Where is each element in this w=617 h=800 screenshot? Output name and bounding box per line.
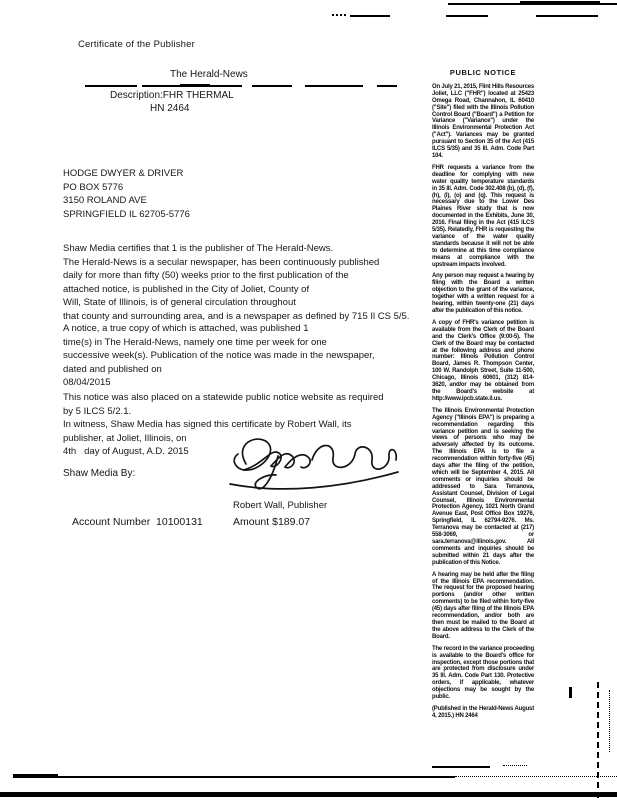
text-line: that county and surrounding area, and is a newspaper as defined by 715 Il CS 5/5.: [63, 310, 410, 322]
scan-artifact-vertical: [597, 682, 599, 798]
notice-underline: [432, 766, 490, 768]
address-line: PO BOX 5776: [63, 181, 124, 193]
text-line: In witness, Shaw Media has signed this certificate by Robert Wall, its: [63, 419, 352, 431]
text-line: successive week(s). Publication of the notice was made in the newspaper,: [63, 350, 375, 362]
header-rule: [252, 85, 292, 87]
masthead: The Herald-News: [170, 69, 248, 80]
scan-artifact-dots: [503, 765, 527, 766]
description-line: Description:FHR THERMAL: [110, 90, 234, 101]
scan-artifact-line: [536, 15, 598, 17]
amount: Amount $189.07: [233, 516, 311, 528]
scan-artifact-line: [13, 774, 58, 778]
text-line: daily for more than fifty (50) weeks prior to the first publication of the: [63, 270, 349, 282]
public-notice-paragraph: A copy of FHR's variance petition is available from the Clerk of the Board and the Clerk's Office (9:00-5). The Clerk of the Board may be contacted at the following address and phone number: Illinois Pollution Control Board, James R. Thompson Center, 100 W. Randolph Street, Suite 11-500, Chicago, Illinois 60601, (312) 814-3620, and/or may be obtained from the Board's website at http://www.ipcb.state.il.us.: [432, 319, 534, 402]
header-rule: [85, 85, 137, 87]
text-line: The Herald-News is a secular newspaper, has been continuously published: [63, 256, 380, 268]
scan-artifact-line: [55, 776, 455, 778]
scan-artifact-dots: [332, 14, 346, 16]
publication-date: 08/04/2015: [63, 377, 111, 389]
scan-artifact-vertical: [609, 690, 610, 752]
scan-artifact-line: [448, 3, 617, 5]
signature-caption: Robert Wall, Publisher: [233, 500, 328, 511]
certification-paragraph: [63, 242, 409, 324]
public-notice-footer: (Published in the Herald-News August 4, 2015.) HN 2464: [432, 705, 534, 719]
text-line: Will, State of Illinois, is of general circulation throughout: [63, 297, 296, 309]
scan-artifact-dots: [455, 776, 617, 777]
public-notice-paragraph: On July 21, 2015, Flint Hills Resources Joliet, LLC ("FHR") located at 25423 Omega Road, Channahon, IL 60410 ("Site") filed with the Illinois Pollution Control Board ("Board") a Petition for Variance ("Variance") under the Illinois Environmental Protection Act ("Act"). Variances may be granted pursuant to Section 35 of the Act (415 ILCS 5/35) and 35 Ill. Adm. Code Part 104.: [432, 83, 534, 159]
public-notice-column: [432, 70, 534, 725]
public-notice-paragraph: Any person may request a hearing by filing with the Board a written objection to the grant of the variance, together with a written request for a hearing, within twenty-one (21) days after the publication of this notice.: [432, 273, 534, 314]
publication-paragraph: [63, 322, 375, 390]
scan-artifact-line: [520, 1, 600, 3]
signature-scrawl: [212, 430, 402, 502]
text-line: attached notice, is published in the City of Joliet, County of: [63, 283, 310, 295]
signed-by-label: Shaw Media By:: [63, 468, 136, 479]
text-line: Shaw Media certifies that 1 is the publisher of The Herald-News.: [63, 243, 334, 254]
text-line: A notice, a true copy of which is attached, was published 1: [63, 323, 309, 334]
text-line: 4th day of August, A.D. 2015: [63, 446, 189, 458]
public-notice-paragraph: A hearing may be held after the filing of the Illinois EPA recommendation. The request for the proposed hearing portions (and/or other written comments) to be filed within forty-five (45) days after filing of the Illinois EPA recommendation, and/or both are then must be mailed to the Board at the above address to the Clerk of the Board.: [432, 571, 534, 640]
public-notice-paragraph: The Illinois Environmental Protection Agency ("Illinois EPA") is preparing a recommendation regarding this variance petition and is seeking the views of persons who may be adversely affected by its outcome. The Illinois EPA is to file a recommendation within forty-five (45) days after the filing of the petition, which will be September 4, 2015. All comments or inquiries should be addressed to Sara Terranova, Assistant Counsel, Division of Legal Counsel, Illinois Environmental Protection Agency, 1021 North Grand Avenue East, Post Office Box 19276, Springfield, IL 62794-9276. Ms. Terranova may be contacted at (217) 558-3069, or sara.terranova@illinois.gov. All comments and inquiries should be submitted within 21 days after the publication of this Notice.: [432, 407, 534, 566]
text-line: by 5 ILCS 5/2.1.: [63, 405, 132, 417]
scan-artifact-line: [446, 15, 488, 17]
text-line: time(s) in The Herald-News, namely one time per week for one: [63, 336, 327, 348]
text-line: This notice was also placed on a statewide public notice website as required: [63, 392, 384, 403]
address-line: 3150 ROLAND AVE: [63, 195, 147, 207]
public-notice-paragraph: FHR requests a variance from the deadline for complying with new water quality temperature standards in 35 Ill. Adm. Code 302.408 (b), (d), (f), (h), (l), (o) and (q). This request is necessary due to the Lower Des Plaines River study that is now documented in the Exhibits, June 30, 2016. Final filing in the Act (415 ILCS 5/35). Relatedly, FHR is requesting the variance of the water quality standards because it will not be able to determine at this time compliance means at compliance with the upstream impacts involved.: [432, 164, 534, 268]
address-line: HODGE DWYER & DRIVER: [63, 168, 184, 179]
header-rule: [180, 84, 210, 87]
header-rule: [377, 85, 397, 87]
page-title: Certificate of the Publisher: [78, 39, 196, 50]
description-code: HN 2464: [150, 103, 190, 114]
scan-artifact-mark: [569, 687, 572, 698]
text-line: dated and published on: [63, 363, 162, 375]
address-line: SPRINGFIELD IL 62705-5776: [63, 208, 190, 220]
recipient-address: [63, 167, 190, 221]
page-edge-line: [0, 792, 617, 797]
text-line: publisher, at Joliet, Illinois, on: [63, 432, 187, 444]
scan-artifact-line: [350, 15, 390, 17]
account-number: Account Number 10100131: [72, 516, 203, 528]
public-notice-heading: PUBLIC NOTICE: [449, 68, 517, 77]
public-notice-paragraph: The record in the variance proceeding is available to the Board's office for inspection, except those portions that are protected from disclosure under 35 Ill. Adm. Code Part 130. Protective orders, if applicable, whatever objections may be sought by the public.: [432, 645, 534, 701]
header-rule: [305, 85, 363, 87]
